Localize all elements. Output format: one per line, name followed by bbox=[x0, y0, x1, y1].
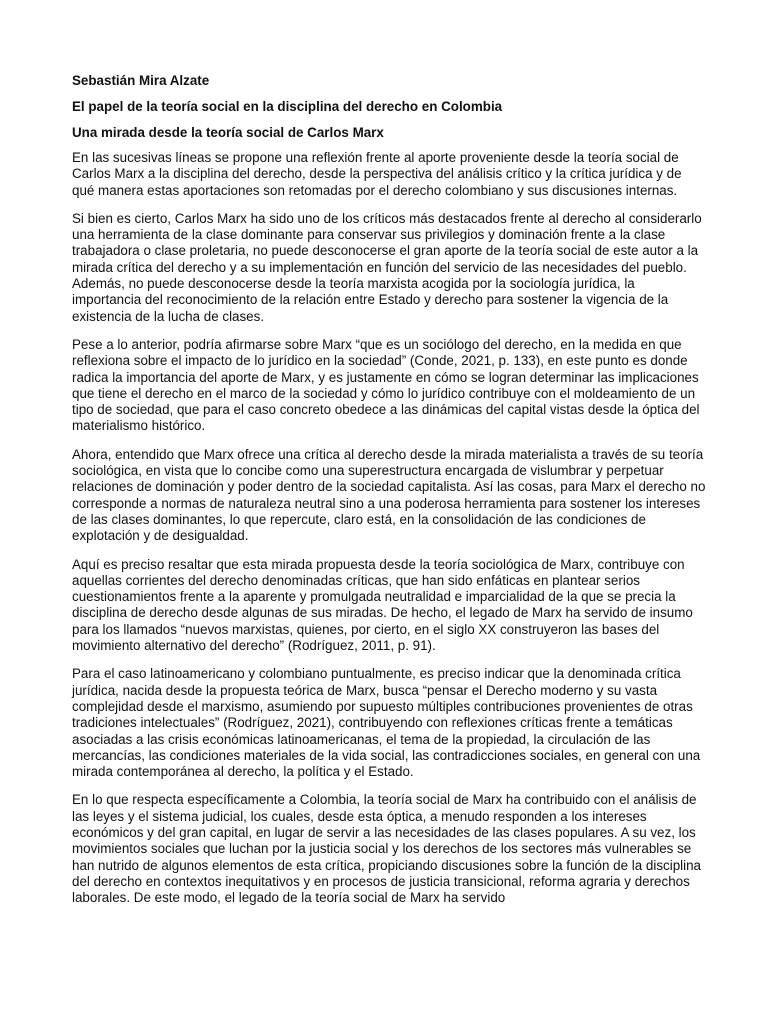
paragraph: Aquí es preciso resaltar que esta mirada propuesta desde la teoría sociológica de Marx, contribuye con aquellas corrientes del derecho denominadas críticas, que han sido enfáticas en plantear serios cuestionamientos frente a la aparente y promulgada neutralidad e imparcialidad de la que se precia la disciplina de derecho desde algunas de sus miradas. De hecho, el legado de Marx ha servido de insumo para los llamados “nuevos marxistas, quienes, por cierto, en el siglo XX construyeron las bases del movimiento alternativo del derecho” (Rodríguez, 2011, p. 91). bbox=[72, 556, 693, 654]
document-title: El papel de la teoría social en la disciplina del derecho en Colombia bbox=[72, 99, 503, 114]
paragraph: Ahora, entendido que Marx ofrece una crítica al derecho desde la mirada materialista a través de su teoría sociológica, en vista que lo concibe como una superestructura encargada de vislumbrar y perpetuar relaciones de dominación y poder dentro de la sociedad capitalista. Así las cosas, para Marx el derecho no corresponde a normas de naturaleza neutral sino a una poderosa herramienta para sostener los intereses de las clases dominantes, lo que repercute, claro está, en la consolidación de las condiciones de explotación y de desigualdad. bbox=[72, 446, 706, 544]
paragraph: Si bien es cierto, Carlos Marx ha sido uno de los críticos más destacados frente al derecho al considerarlo una herramienta de la clase dominante para conservar sus privilegios y dominación frente a la clase trabajadora o clase proletaria, no puede desconocerse el gran aporte de la teoría social de este autor a la mirada crítica del derecho y a su implementación en función del servicio de las necesidades del pueblo. Además, no puede desconocerse desde la teoría marxista acogida por la sociología jurídica, la importancia del reconocimiento de la relación entre Estado y derecho para sostener la vigencia de la existencia de la lucha de clases. bbox=[72, 210, 702, 324]
paragraph: Pese a lo anterior, podría afirmarse sobre Marx “que es un sociólogo del derecho, en la medida en que reflexiona sobre el impacto de lo jurídico en la sociedad” (Conde, 2021, p. 133), en este punto es donde radica la importancia del aporte de Marx, y es justamente en cómo se logran determinar las implicaciones que tiene el derecho en el marco de la sociedad y cómo lo jurídico contribuye con el moldeamiento de un tipo de sociedad, que para el caso concreto obedece a las dinámicas del capital vistas desde la óptica del materialismo histórico. bbox=[72, 336, 700, 434]
paragraph: En lo que respecta específicamente a Colombia, la teoría social de Marx ha contribuido con el análisis de las leyes y el sistema judicial, los cuales, desde esta óptica, a menudo responden a los intereses económicos y del gran capital, en lugar de servir a las necesidades de las clases populares. A su vez, los movimientos sociales que luchan por la justicia social y los derechos de los sectores más vulnerables se han nutrido de algunos elementos de esta crítica, propiciando discusiones sobre la función de la disciplina del derecho en contextos inequitativos y en procesos de justicia transicional, reforma agraria y derechos laborales. De este modo, el legado de la teoría social de Marx ha servido bbox=[72, 792, 702, 906]
paragraph: En las sucesivas líneas se propone una reflexión frente al aporte proveniente desde la teoría social de Carlos Marx a la disciplina del derecho, desde la perspectiva del análisis crítico y la crítica jurídica y de qué manera estas aportaciones son retomadas por el derecho colombiano y sus discusiones internas. bbox=[72, 150, 682, 198]
paragraph: Para el caso latinoamericano y colombiano puntualmente, es preciso indicar que la denominada crítica jurídica, nacida desde la propuesta teórica de Marx, busca “pensar el Derecho moderno y su vasta complejidad desde el marxismo, asumiendo por supuesto múltiples contribuciones provenientes de otras tradiciones intelectuales” (Rodríguez, 2021), contribuyendo con reflexiones críticas frente a temáticas asociadas a las crisis económicas latinoamericanas, el tema de la propiedad, la circulación de las mercancías, las condiciones materiales de la vida social, las contradicciones sociales, en general con una mirada contemporánea al derecho, la política y el Estado. bbox=[72, 666, 701, 780]
document-subtitle: Una mirada desde la teoría social de Carlos Marx bbox=[72, 125, 384, 140]
author-name: Sebastián Mira Alzate bbox=[72, 73, 210, 88]
